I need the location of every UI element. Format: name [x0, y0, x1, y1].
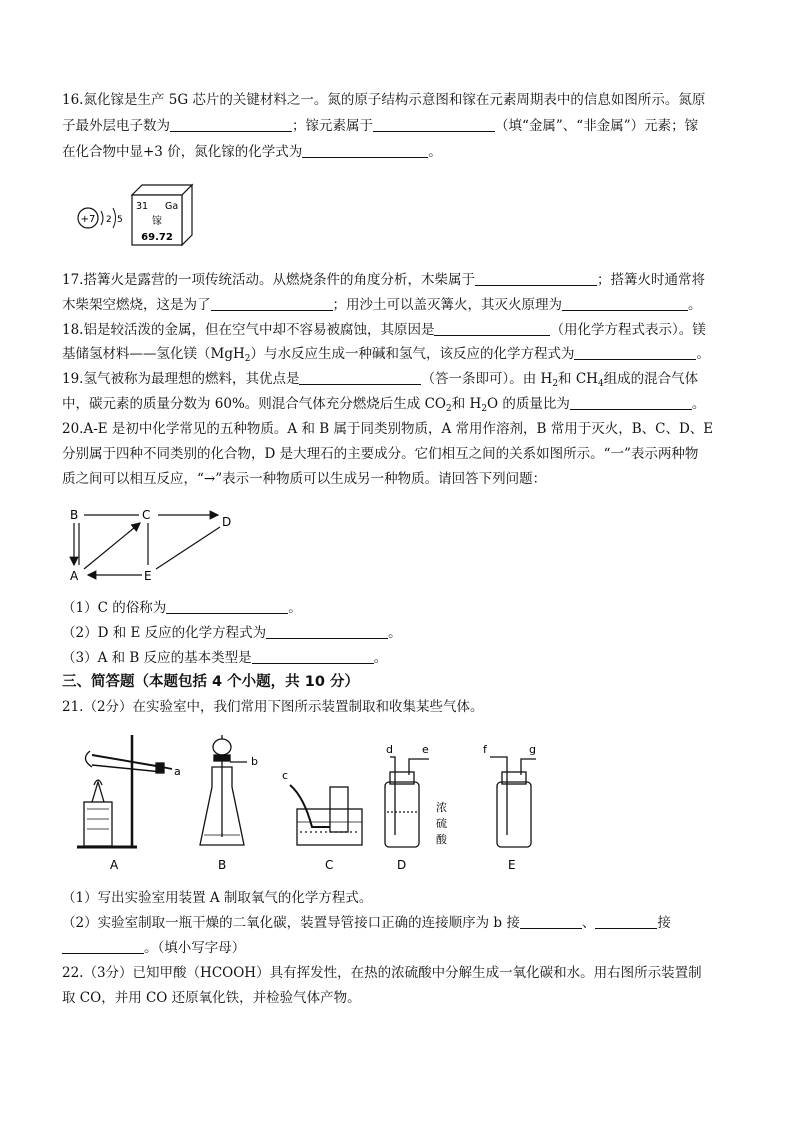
q20-line1: 20.A-E 是初中化学常见的五种物质。A 和 B 属于同类别物质，A 常用作溶剂，B 常用于灭火，B、C、D、E — [62, 421, 714, 437]
q21-blank-3[interactable] — [62, 939, 144, 954]
q21-sub2: （2）实验室制取一瓶干燥的二氧化碳，装置导管接口正确的连接顺序为 b 接 、 接 — [62, 915, 671, 931]
q16-line2: 子最外层电子数为 ；镓元素属于 （填“金属”、“非金属”）元素；镓 — [62, 118, 699, 134]
q18-line2: 基储氢材料——氢化镁（MgH$_2$）与水反应生成一种碱和氢气，该反应的化学方程式为 。 — [62, 346, 710, 364]
q20-sub3: （3）A 和 B 反应的基本类型是 。 — [62, 650, 388, 666]
port-a: a — [174, 765, 181, 778]
q17-line2: 木柴架空燃烧，这是为了 ；用沙土可以盖灭篝火，其灭火原理为 。 — [62, 297, 702, 313]
apparatus-b — [200, 735, 247, 845]
q20-blank-2[interactable] — [266, 624, 388, 639]
arrow-a-to-c — [84, 523, 140, 569]
q21-blank-1[interactable] — [520, 914, 582, 929]
electron-shell-2 — [113, 208, 116, 228]
q17-blank-3[interactable] — [562, 296, 688, 311]
electron-shell-1 — [101, 211, 103, 225]
q16-line1: 16.氮化镓是生产 5G 芯片的关键材料之一。氮的原子结构示意图和镓在元素周期表中的信息如图所示。氮原 — [62, 92, 706, 108]
acid-label-3: 酸 — [436, 833, 447, 846]
nitrogen-atom-diagram — [78, 208, 123, 228]
port-b: b — [251, 755, 258, 768]
port-d: d — [386, 743, 393, 756]
link-e-d — [156, 527, 220, 569]
apparatus-c — [290, 785, 362, 845]
node-c: C — [142, 508, 151, 522]
port-c: c — [282, 769, 289, 782]
acid-label-2: 硫 — [436, 817, 447, 830]
atom-nucleus-label: +7 — [80, 214, 96, 225]
element-symbol: Ga — [165, 201, 179, 212]
q18-blank-1[interactable] — [434, 321, 550, 336]
node-e: E — [144, 569, 152, 583]
q18-blank-2[interactable] — [574, 345, 696, 360]
port-f: f — [483, 743, 487, 756]
node-b: B — [70, 508, 79, 522]
shell1-count: 2 — [106, 215, 112, 225]
q17-line1: 17.搭篝火是露营的一项传统活动。从燃烧条件的角度分析，木柴属于 ；搭篝火时通常将 — [62, 272, 705, 288]
gallium-element-card — [132, 185, 192, 245]
q21-blank-2[interactable] — [595, 914, 657, 929]
q16-blank-3[interactable] — [302, 143, 428, 158]
q21-apparatus-figure — [72, 727, 572, 877]
element-mass: 69.72 — [141, 232, 173, 243]
q19-line2: 中，碳元素的质量分数为 60%。则混合气体充分燃烧后生成 $CO_2$和 $H_2O$ 的质量比为 。 — [62, 396, 706, 414]
q17-blank-2[interactable] — [211, 296, 333, 311]
q20-line3: 质之间可以相互反应，“→”表示一种物质可以生成另一种物质。请回答下列问题： — [62, 471, 547, 487]
q20-sub2: （2）D 和 E 反应的化学方程式为 。 — [62, 625, 402, 641]
apparatus-label-b: B — [218, 858, 227, 872]
q20-sub1: （1）C 的俗称为 。 — [62, 600, 302, 616]
q20-blank-1[interactable] — [166, 599, 288, 614]
port-g: g — [529, 743, 536, 756]
q21-sub1: （1）写出实验室用装置 A 制取氧气的化学方程式。 — [62, 890, 373, 906]
q21-line1: 21.（2分）在实验室中，我们常用下图所示装置制取和收集某些气体。 — [62, 699, 484, 715]
acid-label-1: 浓 — [436, 801, 447, 814]
q16-blank-1[interactable] — [170, 117, 292, 132]
apparatus-label-d: D — [397, 858, 407, 872]
section-heading: 三、简答题（本题包括 4 个小题，共 10 分） — [62, 674, 359, 690]
q16-line3: 在化合物中显+3 价，氮化镓的化学式为 。 — [62, 144, 442, 160]
node-d: D — [222, 515, 232, 529]
q22-line2: 取 CO，并用 CO 还原氧化铁，并检验气体产物。 — [62, 990, 361, 1006]
port-e: e — [422, 743, 429, 756]
q22-line1: 22.（3分）已知甲酸（HCOOH）具有挥发性，在热的浓硫酸中分解生成一氧化碳和水。用右图所示装置制 — [62, 965, 702, 981]
q16-figure — [70, 183, 200, 247]
q19-blank-2[interactable] — [570, 395, 692, 410]
q19-blank-1[interactable] — [299, 370, 421, 385]
apparatus-d — [385, 757, 429, 847]
q20-relation-diagram — [64, 505, 244, 585]
apparatus-e — [490, 757, 536, 847]
apparatus-a — [77, 735, 172, 847]
q19-line1: 19.氢气被称为最理想的燃料，其优点是 （答一条即可）。由 $H_2$和 $CH_4$组成的混合气体 — [62, 371, 699, 389]
q18-line1: 18.铝是较活泼的金属，但在空气中却不容易被腐蚀，其原因是 （用化学方程式表示）。镁 — [62, 322, 706, 338]
element-number: 31 — [136, 201, 149, 212]
apparatus-label-e: E — [508, 858, 516, 872]
q17-blank-1[interactable] — [475, 271, 597, 286]
q20-line2: 分别属于四种不同类别的化合物，D 是大理石的主要成分。它们相互之间的关系如图所示。“一”表示两种物 — [62, 446, 699, 462]
q21-sub2-cont: 。（填小写字母） — [62, 938, 245, 958]
shell2-count: 5 — [117, 215, 123, 225]
q16-blank-2[interactable] — [373, 117, 495, 132]
node-a: A — [70, 569, 79, 583]
apparatus-label-a: A — [110, 858, 119, 872]
q20-blank-3[interactable] — [252, 649, 374, 664]
apparatus-label-c: C — [325, 858, 334, 872]
element-name: 镓 — [152, 216, 162, 227]
